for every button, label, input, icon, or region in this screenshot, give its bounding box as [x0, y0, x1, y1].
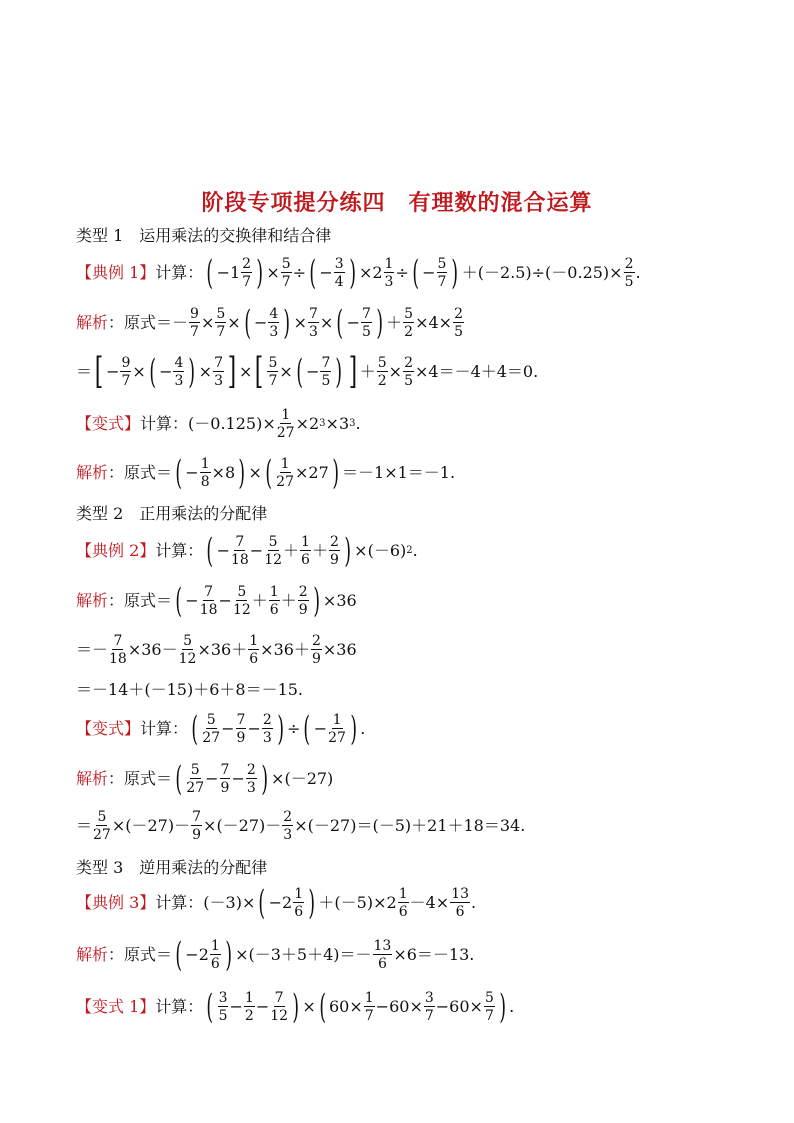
example-2-solution-line-2: ＝－ $\frac{7}{18}$ ×36－ $\frac{5}{12}$ ×36＋ $\frac{1}{6}$ ×36＋ $\frac{2}{9}$ ×36	[76, 633, 357, 667]
example-2-solution-line-1: 解析 ：原式＝ ( − $\frac{7}{18}$ − $\frac{5}{12}$ ＋ $\frac{1}{6}$ ＋ $\frac{2}{9}$ ) ×36	[76, 581, 357, 621]
category-1-heading: 类型 1 运用乘法的交换律和结合律	[76, 226, 332, 245]
variant-2-solution-line-1: 解析 ：原式＝ ( $\frac{5}{27}$ − $\frac{7}{9}$ − $\frac{2}{3}$ ) ×(－27)	[76, 759, 334, 799]
example-1-tag: 【典例 1】	[76, 263, 156, 282]
variant-1-problem: 【变式】 计算： (－0.125)× $\frac{1}{27}$ ×2 3 ×3 3 .	[76, 407, 361, 441]
variant-1-solution: 解析 ：原式＝ ( − $\frac{1}{8}$ ×8 ) × ( $\frac{1}{27}$ ×27 ) ＝－1×1＝－1.	[76, 453, 456, 493]
example-3-tag: 【典例 3】	[76, 893, 156, 912]
example-1-solution-line-1: 解析 ：原式＝ － $\frac{9}{7}$ × $\frac{5}{7}$ × ( − $\frac{4}{3}$ ) × $\frac{7}{3}$ × ( − $\frac{7}{5}$ ) ＋ $\frac{5}{2}$ ×4× $\frac{2}{5}$	[76, 303, 464, 343]
category-3-heading: 类型 3 逆用乘法的分配律	[76, 858, 268, 877]
variant-1-tag: 【变式 1】	[76, 997, 156, 1016]
variant-2-problem: 【变式】 计算： ( $\frac{5}{27}$ − $\frac{7}{9}$ − $\frac{2}{3}$ ) ÷ ( − $\frac{1}{27}$ ) .	[76, 709, 366, 749]
example-1-solution-line-2: ＝ [ − $\frac{9}{7}$ × ( − $\frac{4}{3}$ ) × $\frac{7}{3}$ ] × [ $\frac{5}{7}$ × ( − $\frac{7}{5}$ ) ] ＋ $\frac{5}{2}$ × $\frac{2}{5}$ ×4＝－4＋4＝0.	[76, 351, 539, 392]
example-2-tag: 【典例 2】	[76, 541, 156, 560]
variant-tag: 【变式】	[76, 414, 141, 433]
page-title: 阶段专项提分练四 有理数的混合运算	[201, 191, 593, 216]
calc-label: 计算：	[155, 263, 204, 282]
category-2-heading: 类型 2 正用乘法的分配律	[76, 504, 268, 523]
example-3-solution: 解析 ：原式＝ ( −2 $\frac{1}{6}$ ) ×(－3＋5＋4)＝－ $\frac{13}{6}$ ×6＝－13.	[76, 935, 475, 975]
variant-2-solution-line-2: ＝ $\frac{5}{27}$ ×(－27)－ $\frac{7}{9}$ ×(－27)－ $\frac{2}{3}$ ×(－27)＝(－5)＋21＋18＝34.	[76, 809, 526, 843]
example-3-problem: 【典例 3】 计算： (－3)× ( −2 $\frac{1}{6}$ ) ＋(－5)×2 $\frac{1}{6}$ －4× $\frac{13}{6}$ .	[76, 883, 477, 923]
example-2-solution-line-3: ＝－14＋(－15)＋6＋8＝－15.	[76, 680, 304, 699]
example-1-problem: 【典例 1】 计算： ( −1 $\frac{2}{7}$ ) × $\frac{5}{7}$ ÷ ( − $\frac{3}{4}$ ) ×2 $\frac{1}{3}$ ÷ ( − $\frac{5}{7}$ ) ＋(－2.5)÷(－0.25)× $\frac{2}{5}$ .	[76, 253, 641, 293]
solution-label: 解析	[76, 313, 109, 332]
variant-3-problem: 【变式 1】 计算： ( $\frac{3}{5}$ − $\frac{1}{2}$ − $\frac{7}{12}$ ) × ( 60× $\frac{1}{7}$ −60× $\frac{3}{7}$ −60× $\frac{5}{7}$ ) .	[76, 987, 515, 1027]
example-2-problem: 【典例 2】 计算： ( − $\frac{7}{18}$ − $\frac{5}{12}$ ＋ $\frac{1}{6}$ ＋ $\frac{2}{9}$ ) ×(－6) 2 .	[76, 531, 418, 571]
